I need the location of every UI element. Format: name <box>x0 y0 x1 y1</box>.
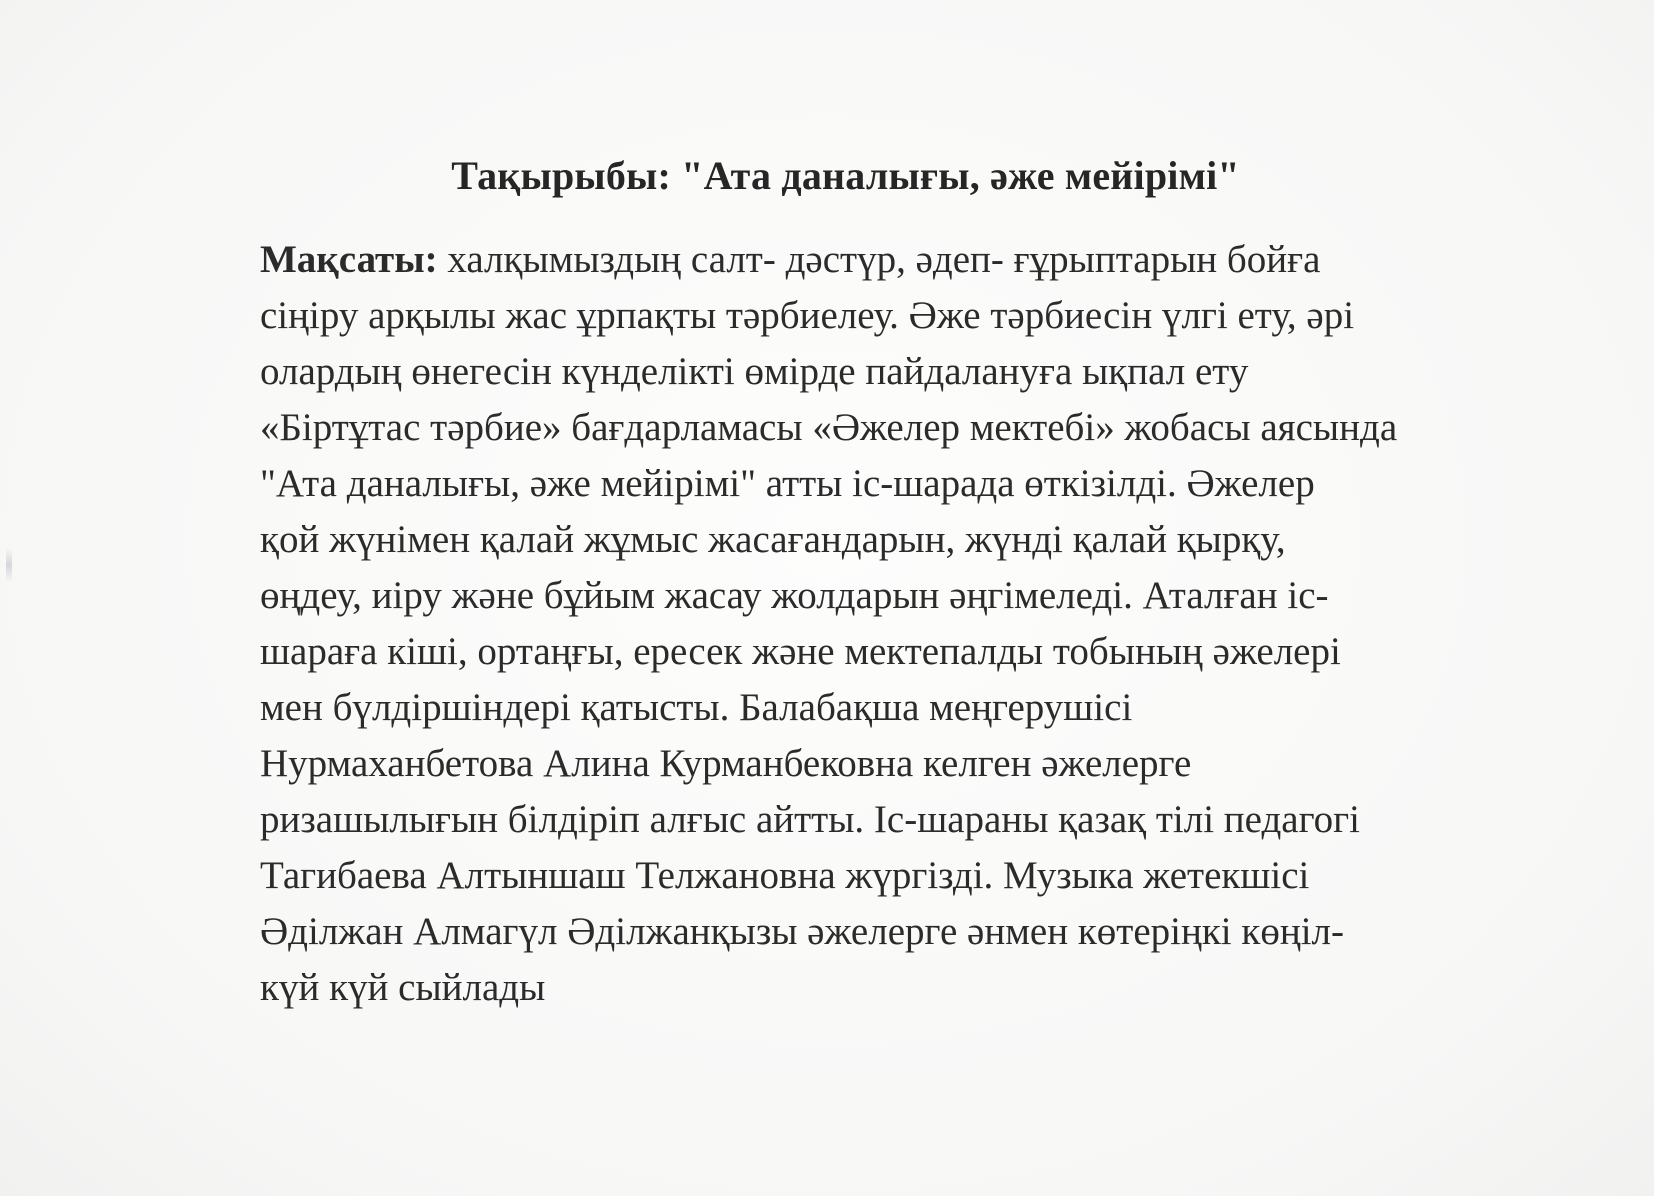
body-line: Нурмаханбетова Алина Курманбековна келген әжелерге <box>260 742 1192 785</box>
body-line: Тагибаева Алтыншаш Телжановна жүргізді. Музыка жетекшісі <box>260 854 1310 897</box>
goal-label: Мақсаты: <box>260 238 438 281</box>
scan-artifact <box>6 548 12 582</box>
body-line: «Біртұтас тәрбие» бағдарламасы «Әжелер мектебі» жобасы аясында <box>260 406 1398 449</box>
body-line: сіңіру арқылы жас ұрпақты тәрбиелеу. Әже тәрбиесін үлгі ету, әрі <box>260 294 1355 337</box>
body-line: қой жүнімен қалай жұмыс жасағандарын, жүнді қалай қырқу, <box>260 518 1286 561</box>
body-line: мен бүлдіршіндері қатысты. Балабақша меңгерушісі <box>260 686 1133 729</box>
body-line: күй күй сыйлады <box>260 966 546 1009</box>
document-title: Тақырыбы: "Ата даналығы, әже мейірімі" <box>451 153 1240 198</box>
body-line-text: халқымыздың салт- дәстүр, әдеп- ғұрыптарын бойға <box>437 238 1321 281</box>
body-line: шараға кіші, ортаңғы, ересек және мектепалды тобының әжелері <box>260 630 1341 673</box>
body-line: олардың өнегесін күнделікті өмірде пайдалануға ықпал ету <box>260 350 1249 393</box>
body-line: ризашылығын білдіріп алғыс айтты. Іс-шараны қазақ тілі педагогі <box>260 798 1360 841</box>
body-line: өңдеу, иіру және бұйым жасау жолдарын әңгімеледі. Аталған іс- <box>260 574 1329 617</box>
body-line: Әділжан Алмагүл Әділжанқызы әжелерге әнмен көтеріңкі көңіл- <box>260 910 1344 953</box>
body-line <box>260 232 1580 288</box>
document-body <box>260 232 1580 1016</box>
body-line: "Ата даналығы, әже мейірімі" атты іс-шарада өткізілді. Әжелер <box>260 462 1315 505</box>
